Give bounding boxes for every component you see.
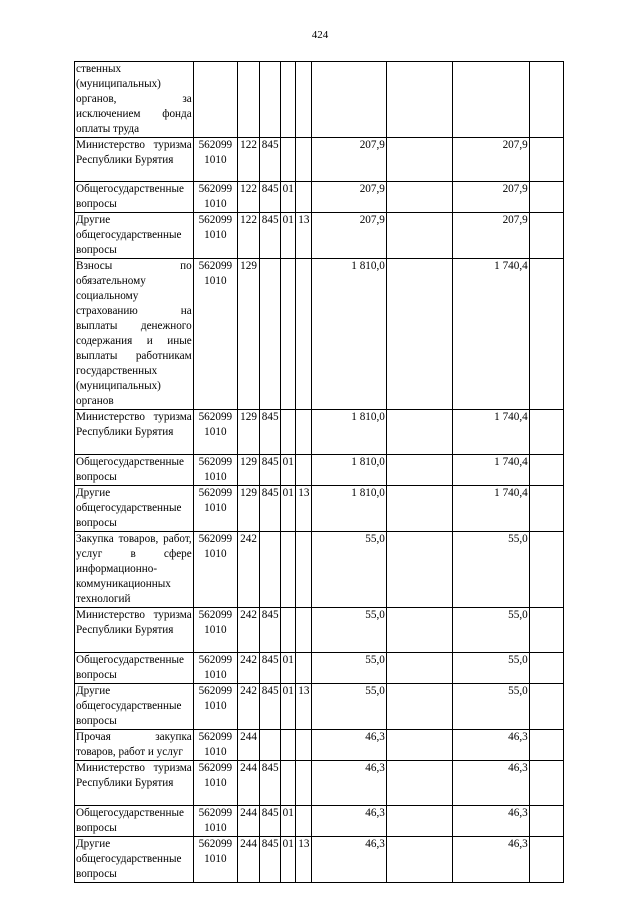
amount-executed-cell: 207,9 — [453, 182, 529, 213]
administrator-code-cell: 845 — [260, 138, 281, 182]
page-number: 424 — [311, 29, 329, 41]
table-row — [75, 182, 564, 213]
target-article-code-cell: 562099 1010 — [193, 837, 237, 883]
subsection-code-cell — [296, 455, 312, 486]
amount-executed-cell: 1 740,4 — [453, 486, 529, 532]
section-code-cell: 01 — [281, 486, 296, 532]
row-name-cell: Другие общегосударственные вопросы — [75, 837, 194, 883]
amount-executed-cell: 1 740,4 — [453, 455, 529, 486]
empty-cell — [386, 532, 452, 608]
table-row — [75, 532, 564, 608]
empty-cell — [529, 486, 563, 532]
expense-type-code-cell: 244 — [237, 730, 259, 761]
target-article-code-cell: 562099 1010 — [193, 182, 237, 213]
section-code-cell — [281, 259, 296, 410]
subsection-code-cell — [296, 730, 312, 761]
amount-executed-cell: 46,3 — [453, 806, 529, 837]
row-name-cell: Министерство туризма Республики Бурятия — [75, 138, 194, 182]
table-row — [75, 455, 564, 486]
section-code-cell — [281, 138, 296, 182]
administrator-code-cell: 845 — [260, 761, 281, 806]
amount-planned-cell: 46,3 — [312, 761, 386, 806]
empty-cell — [386, 806, 452, 837]
expense-type-code-cell: 242 — [237, 684, 259, 730]
expense-type-code-cell: 129 — [237, 486, 259, 532]
subsection-code-cell: 13 — [296, 837, 312, 883]
target-article-code-cell: 562099 1010 — [193, 761, 237, 806]
row-name-cell: Общегосударственные вопросы — [75, 455, 194, 486]
target-article-code-cell: 562099 1010 — [193, 486, 237, 532]
amount-planned-cell: 1 810,0 — [312, 259, 386, 410]
amount-executed-cell: 55,0 — [453, 684, 529, 730]
empty-cell — [386, 213, 452, 259]
row-name-cell: Общегосударственные вопросы — [75, 653, 194, 684]
target-article-code-cell — [193, 62, 237, 138]
row-name-cell: Закупка товаров, работ, услуг в сфере информационно-коммуникационных технологий — [75, 532, 194, 608]
empty-cell — [529, 532, 563, 608]
table-row — [75, 213, 564, 259]
expense-type-code-cell: 242 — [237, 532, 259, 608]
amount-planned-cell — [312, 62, 386, 138]
table-row — [75, 761, 564, 806]
empty-cell — [386, 138, 452, 182]
empty-cell — [386, 455, 452, 486]
amount-planned-cell: 1 810,0 — [312, 455, 386, 486]
subsection-code-cell: 13 — [296, 684, 312, 730]
row-name-cell: Взносы по обязательному социальному страхованию на выплаты денежного содержания и иные выплаты работникам государственных (муниципальных) органов — [75, 259, 194, 410]
empty-cell — [529, 410, 563, 455]
empty-cell — [529, 455, 563, 486]
empty-cell — [386, 410, 452, 455]
amount-planned-cell: 46,3 — [312, 806, 386, 837]
amount-executed-cell: 1 740,4 — [453, 410, 529, 455]
amount-executed-cell: 55,0 — [453, 532, 529, 608]
empty-cell — [386, 259, 452, 410]
amount-executed-cell: 207,9 — [453, 213, 529, 259]
empty-cell — [529, 806, 563, 837]
table-row — [75, 806, 564, 837]
table-row — [75, 410, 564, 455]
amount-executed-cell: 1 740,4 — [453, 259, 529, 410]
row-name-cell: Министерство туризма Республики Бурятия — [75, 608, 194, 653]
empty-cell — [386, 182, 452, 213]
empty-cell — [529, 730, 563, 761]
budget-table — [74, 61, 564, 883]
empty-cell — [386, 684, 452, 730]
subsection-code-cell — [296, 62, 312, 138]
subsection-code-cell: 13 — [296, 213, 312, 259]
administrator-code-cell — [260, 259, 281, 410]
empty-cell — [529, 138, 563, 182]
amount-executed-cell: 46,3 — [453, 837, 529, 883]
administrator-code-cell: 845 — [260, 182, 281, 213]
section-code-cell — [281, 608, 296, 653]
row-name-cell: Общегосударственные вопросы — [75, 806, 194, 837]
administrator-code-cell: 845 — [260, 455, 281, 486]
row-name-cell: Министерство туризма Республики Бурятия — [75, 410, 194, 455]
section-code-cell: 01 — [281, 653, 296, 684]
section-code-cell: 01 — [281, 213, 296, 259]
amount-planned-cell: 55,0 — [312, 653, 386, 684]
target-article-code-cell: 562099 1010 — [193, 259, 237, 410]
target-article-code-cell: 562099 1010 — [193, 138, 237, 182]
section-code-cell — [281, 410, 296, 455]
amount-executed-cell: 55,0 — [453, 608, 529, 653]
empty-cell — [386, 761, 452, 806]
target-article-code-cell: 562099 1010 — [193, 455, 237, 486]
amount-planned-cell: 55,0 — [312, 608, 386, 653]
expense-type-code-cell: 129 — [237, 455, 259, 486]
table-body — [75, 62, 564, 883]
administrator-code-cell: 845 — [260, 684, 281, 730]
target-article-code-cell: 562099 1010 — [193, 806, 237, 837]
empty-cell — [386, 653, 452, 684]
expense-type-code-cell: 242 — [237, 653, 259, 684]
amount-executed-cell: 46,3 — [453, 761, 529, 806]
amount-planned-cell: 207,9 — [312, 213, 386, 259]
section-code-cell: 01 — [281, 806, 296, 837]
row-name-cell: Другие общегосударственные вопросы — [75, 486, 194, 532]
section-code-cell: 01 — [281, 837, 296, 883]
subsection-code-cell — [296, 806, 312, 837]
subsection-code-cell — [296, 259, 312, 410]
amount-executed-cell: 46,3 — [453, 730, 529, 761]
subsection-code-cell — [296, 410, 312, 455]
row-name-cell: ственных (муниципальных) органов, за исключением фонда оплаты труда — [75, 62, 194, 138]
row-name-cell: Другие общегосударственные вопросы — [75, 684, 194, 730]
table-row — [75, 138, 564, 182]
row-name-cell: Другие общегосударственные вопросы — [75, 213, 194, 259]
subsection-code-cell: 13 — [296, 486, 312, 532]
expense-type-code-cell: 242 — [237, 608, 259, 653]
amount-planned-cell: 55,0 — [312, 532, 386, 608]
amount-planned-cell: 46,3 — [312, 730, 386, 761]
empty-cell — [529, 653, 563, 684]
table-row — [75, 684, 564, 730]
administrator-code-cell: 845 — [260, 837, 281, 883]
empty-cell — [529, 259, 563, 410]
expense-type-code-cell: 129 — [237, 259, 259, 410]
target-article-code-cell: 562099 1010 — [193, 684, 237, 730]
section-code-cell — [281, 532, 296, 608]
target-article-code-cell: 562099 1010 — [193, 653, 237, 684]
empty-cell — [529, 761, 563, 806]
section-code-cell: 01 — [281, 455, 296, 486]
administrator-code-cell: 845 — [260, 486, 281, 532]
expense-type-code-cell: 244 — [237, 761, 259, 806]
table-row — [75, 608, 564, 653]
expense-type-code-cell: 244 — [237, 806, 259, 837]
empty-cell — [386, 62, 452, 138]
amount-executed-cell — [453, 62, 529, 138]
subsection-code-cell — [296, 532, 312, 608]
administrator-code-cell: 845 — [260, 806, 281, 837]
section-code-cell — [281, 730, 296, 761]
amount-executed-cell: 55,0 — [453, 653, 529, 684]
empty-cell — [529, 608, 563, 653]
amount-planned-cell: 207,9 — [312, 182, 386, 213]
section-code-cell — [281, 62, 296, 138]
expense-type-code-cell: 122 — [237, 213, 259, 259]
section-code-cell: 01 — [281, 182, 296, 213]
expense-type-code-cell: 129 — [237, 410, 259, 455]
amount-planned-cell: 1 810,0 — [312, 486, 386, 532]
administrator-code-cell — [260, 532, 281, 608]
row-name-cell: Общегосударственные вопросы — [75, 182, 194, 213]
target-article-code-cell: 562099 1010 — [193, 730, 237, 761]
subsection-code-cell — [296, 138, 312, 182]
administrator-code-cell: 845 — [260, 410, 281, 455]
subsection-code-cell — [296, 653, 312, 684]
empty-cell — [529, 684, 563, 730]
administrator-code-cell: 845 — [260, 653, 281, 684]
table-row — [75, 259, 564, 410]
administrator-code-cell: 845 — [260, 608, 281, 653]
table-row — [75, 730, 564, 761]
row-name-cell: Прочая закупка товаров, работ и услуг — [75, 730, 194, 761]
expense-type-code-cell: 122 — [237, 182, 259, 213]
target-article-code-cell: 562099 1010 — [193, 410, 237, 455]
subsection-code-cell — [296, 182, 312, 213]
section-code-cell: 01 — [281, 684, 296, 730]
empty-cell — [386, 730, 452, 761]
amount-executed-cell: 207,9 — [453, 138, 529, 182]
target-article-code-cell: 562099 1010 — [193, 532, 237, 608]
empty-cell — [529, 213, 563, 259]
amount-planned-cell: 55,0 — [312, 684, 386, 730]
empty-cell — [386, 486, 452, 532]
amount-planned-cell: 207,9 — [312, 138, 386, 182]
administrator-code-cell — [260, 730, 281, 761]
expense-type-code-cell: 122 — [237, 138, 259, 182]
row-name-cell: Министерство туризма Республики Бурятия — [75, 761, 194, 806]
table-row — [75, 837, 564, 883]
amount-planned-cell: 46,3 — [312, 837, 386, 883]
table-row — [75, 653, 564, 684]
section-code-cell — [281, 761, 296, 806]
empty-cell — [529, 182, 563, 213]
empty-cell — [386, 608, 452, 653]
table-row — [75, 62, 564, 138]
administrator-code-cell: 845 — [260, 213, 281, 259]
table-row — [75, 486, 564, 532]
target-article-code-cell: 562099 1010 — [193, 608, 237, 653]
expense-type-code-cell — [237, 62, 259, 138]
amount-planned-cell: 1 810,0 — [312, 410, 386, 455]
expense-type-code-cell: 244 — [237, 837, 259, 883]
empty-cell — [529, 837, 563, 883]
empty-cell — [529, 62, 563, 138]
administrator-code-cell — [260, 62, 281, 138]
subsection-code-cell — [296, 608, 312, 653]
empty-cell — [386, 837, 452, 883]
subsection-code-cell — [296, 761, 312, 806]
target-article-code-cell: 562099 1010 — [193, 213, 237, 259]
